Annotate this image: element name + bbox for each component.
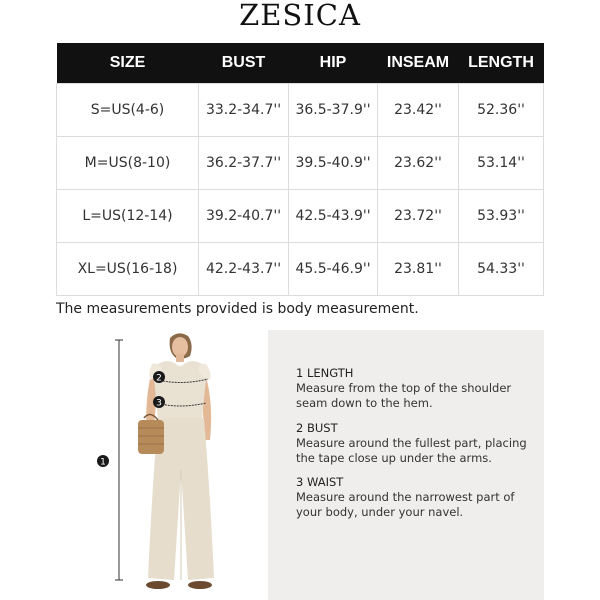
cell-size: XL=US(16-18) [57,242,199,295]
cell-bust: 42.2-43.7'' [199,242,289,295]
cell-size: S=US(4-6) [57,83,199,136]
cell-inseam: 23.72'' [378,189,459,242]
left-sandal [146,581,170,589]
guide-item-waist [296,475,536,520]
guide-title: 2 BUST [296,421,338,435]
guide-title: 3 WAIST [296,475,344,489]
cell-length: 53.14'' [459,136,544,189]
header-length: LENGTH [459,43,544,83]
cell-hip: 45.5-46.9'' [289,242,378,295]
table-row [57,189,544,242]
header-size: SIZE [57,43,199,83]
cell-bust: 33.2-34.7'' [199,83,289,136]
cell-hip: 36.5-37.9'' [289,83,378,136]
guide-item-length [296,366,536,411]
table-row [57,83,544,136]
table-row [57,136,544,189]
cell-inseam: 23.62'' [378,136,459,189]
header-hip: HIP [289,43,378,83]
cell-inseam: 23.81'' [378,242,459,295]
brand-logo: ZESICA [239,0,361,32]
marker-length [97,455,109,468]
svg-text:3: 3 [156,398,162,409]
right-sandal [188,581,212,589]
cell-length: 53.93'' [459,189,544,242]
cell-bust: 39.2-40.7'' [199,189,289,242]
woven-bag [138,414,164,454]
guide-title: 1 LENGTH [296,366,354,380]
guide-item-bust [296,421,536,466]
header-bust: BUST [199,43,289,83]
cell-size: M=US(8-10) [57,136,199,189]
guide-description: Measure from the top of the shoulder seam down to the hem. [296,381,512,410]
model-photo [92,330,267,600]
guide-description: Measure around the narrowest part of your body, under your navel. [296,490,515,519]
cell-length: 52.36'' [459,83,544,136]
size-chart-table [56,43,544,296]
cell-inseam: 23.42'' [378,83,459,136]
svg-text:1: 1 [100,457,106,468]
measurement-note: The measurements provided is body measurement. [56,301,419,317]
length-measure-line [115,340,123,580]
cell-length: 54.33'' [459,242,544,295]
cell-hip: 42.5-43.9'' [289,189,378,242]
header-inseam: INSEAM [378,43,459,83]
table-header-row [57,43,544,83]
svg-text:2: 2 [156,373,162,384]
cell-size: L=US(12-14) [57,189,199,242]
measurement-guide-panel [268,330,544,600]
guide-description: Measure around the fullest part, placing the tape close up under the arms. [296,436,527,465]
cell-bust: 36.2-37.7'' [199,136,289,189]
table-row [57,242,544,295]
cell-hip: 39.5-40.9'' [289,136,378,189]
